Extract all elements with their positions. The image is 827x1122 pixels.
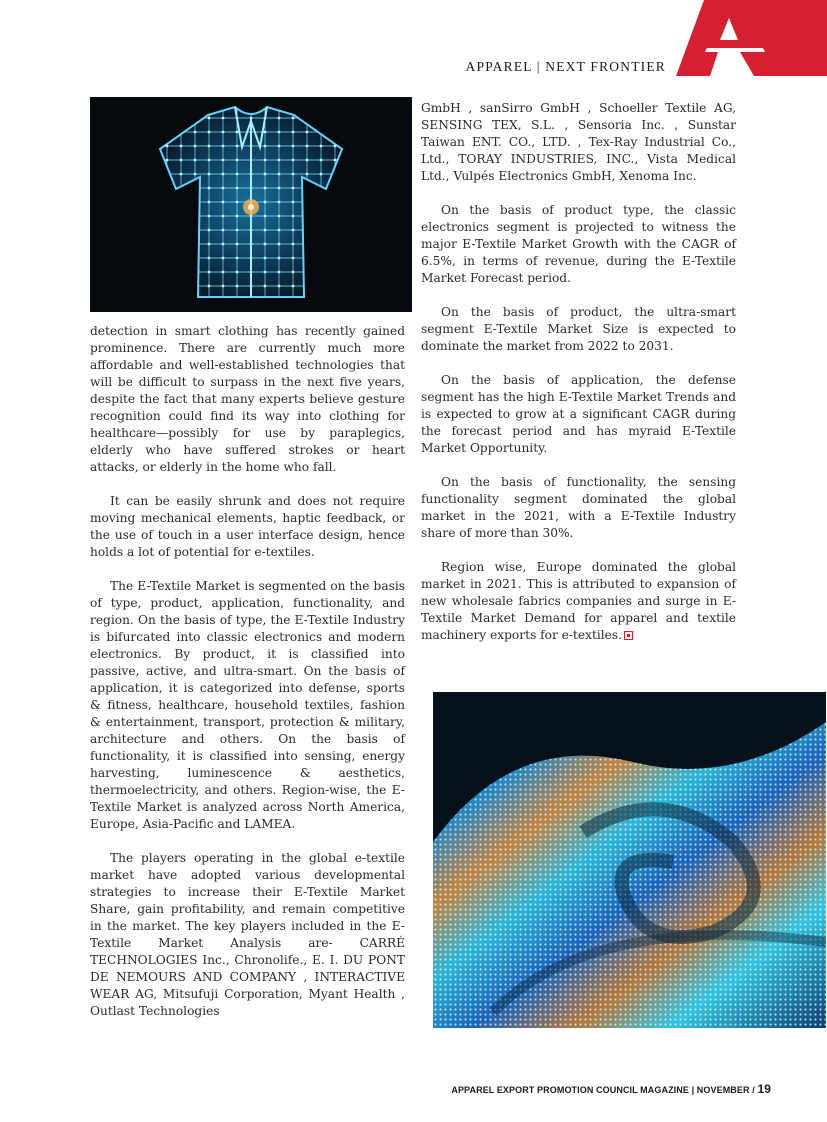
section-title: APPAREL | NEXT FRONTIER [465,59,666,74]
article-paragraph: On the basis of product type, the classic electronics segment is projected to witness the major E-Textile Market Growth with the CAGR of 6.5%, in terms of revenue, during the E-Textile Market Forecast period. [421,203,736,285]
footer-magazine-name: APPAREL EXPORT PROMOTION COUNCIL MAGAZINE | NOVEMBER [451,1085,750,1095]
glowing-e-textile-fabric-photo [433,692,826,1028]
article-paragraph-last [421,559,736,644]
footer-separator: / [752,1085,755,1095]
article-paragraph: GmbH , sanSirro GmbH , Schoeller Textile AG, SENSING TEX, S.L. , Sensoria Inc. , Sunstar Taiwan ENT. CO., LTD. , Tex-Ray Industrial Co., Ltd., TORAY INDUSTRIES, INC., Vista Medical Ltd., Vulpés Electronics GmbH, Xenoma Inc. [421,101,736,183]
article-paragraph: On the basis of application, the defense segment has the high E-Textile Market Trends and is expected to grow at a significant CAGR during the forecast period and has myraid E-Textile Market Opportunity. [421,373,736,455]
right-article-column [421,100,736,661]
article-paragraph: It can be easily shrunk and does not require moving mechanical elements, haptic feedback, or the use of touch in a user interface design, hence holds a lot of potential for e-textiles. [90,494,405,559]
magazine-logo-a-icon [676,0,827,76]
article-paragraph: The players operating in the global e-textile market have adopted various developmental strategies to increase their E-Textile Market Share, gain profitability, and remain competitive in the market. The key players included in the E-Textile Market Analysis are- CARRÉ TECHNOLOGIES Inc., Chronolife., E. I. DU PONT DE NEMOURS AND COMPANY , INTERACTIVE WEAR AG, Mitsufuji Corporation, Myant Health , Outlast Technologies [90,851,405,1018]
page-footer [451,1082,771,1096]
article-paragraph: The E-Textile Market is segmented on the basis of type, product, application, functionality, and region. On the basis of type, the E-Textile Industry is bifurcated into classic electronics and modern electronics. By product, it is classified into passive, active, and ultra-smart. On the basis of application, it is categorized into defense, sports & fitness, healthcare, household textiles, fashion & entertainment, transport, protection & military, architecture and others. On the basis of functionality, it is classified into sensing, energy harvesting, luminescence & aesthetics, thermoelectricity, and others. Region-wise, the E-Textile Market is analyzed across North America, Europe, Asia-Pacific and LAMEA. [90,579,405,831]
article-paragraph: detection in smart clothing has recently gained prominence. There are currently much more affordable and well-established technologies that will be difficult to surpass in the next five years, despite the fact that many experts believe gesture recognition could find its way into clothing for healthcare—possibly for use by paraplegics, elderly who have suffered strokes or heart attacks, or elderly in the home who fall. [90,324,405,474]
article-paragraph: On the basis of product, the ultra-smart segment E-Textile Market Size is expected to dominate the market from 2022 to 2031. [421,305,736,353]
left-article-column [90,323,405,1037]
page-number: 19 [757,1082,771,1096]
article-paragraph-text: Region wise, Europe dominated the global market in 2021. This is attributed to expansion of new wholesale fabrics companies and surge in E-Textile Market Demand for apparel and textile machinery exports for e-textiles. [421,560,736,642]
end-of-article-icon [625,632,632,639]
electronic-circuit-shirt-photo [90,97,412,312]
article-paragraph: On the basis of functionality, the sensing functionality segment dominated the global market in the 2021, with a E-Textile Industry share of more than 30%. [421,475,736,540]
